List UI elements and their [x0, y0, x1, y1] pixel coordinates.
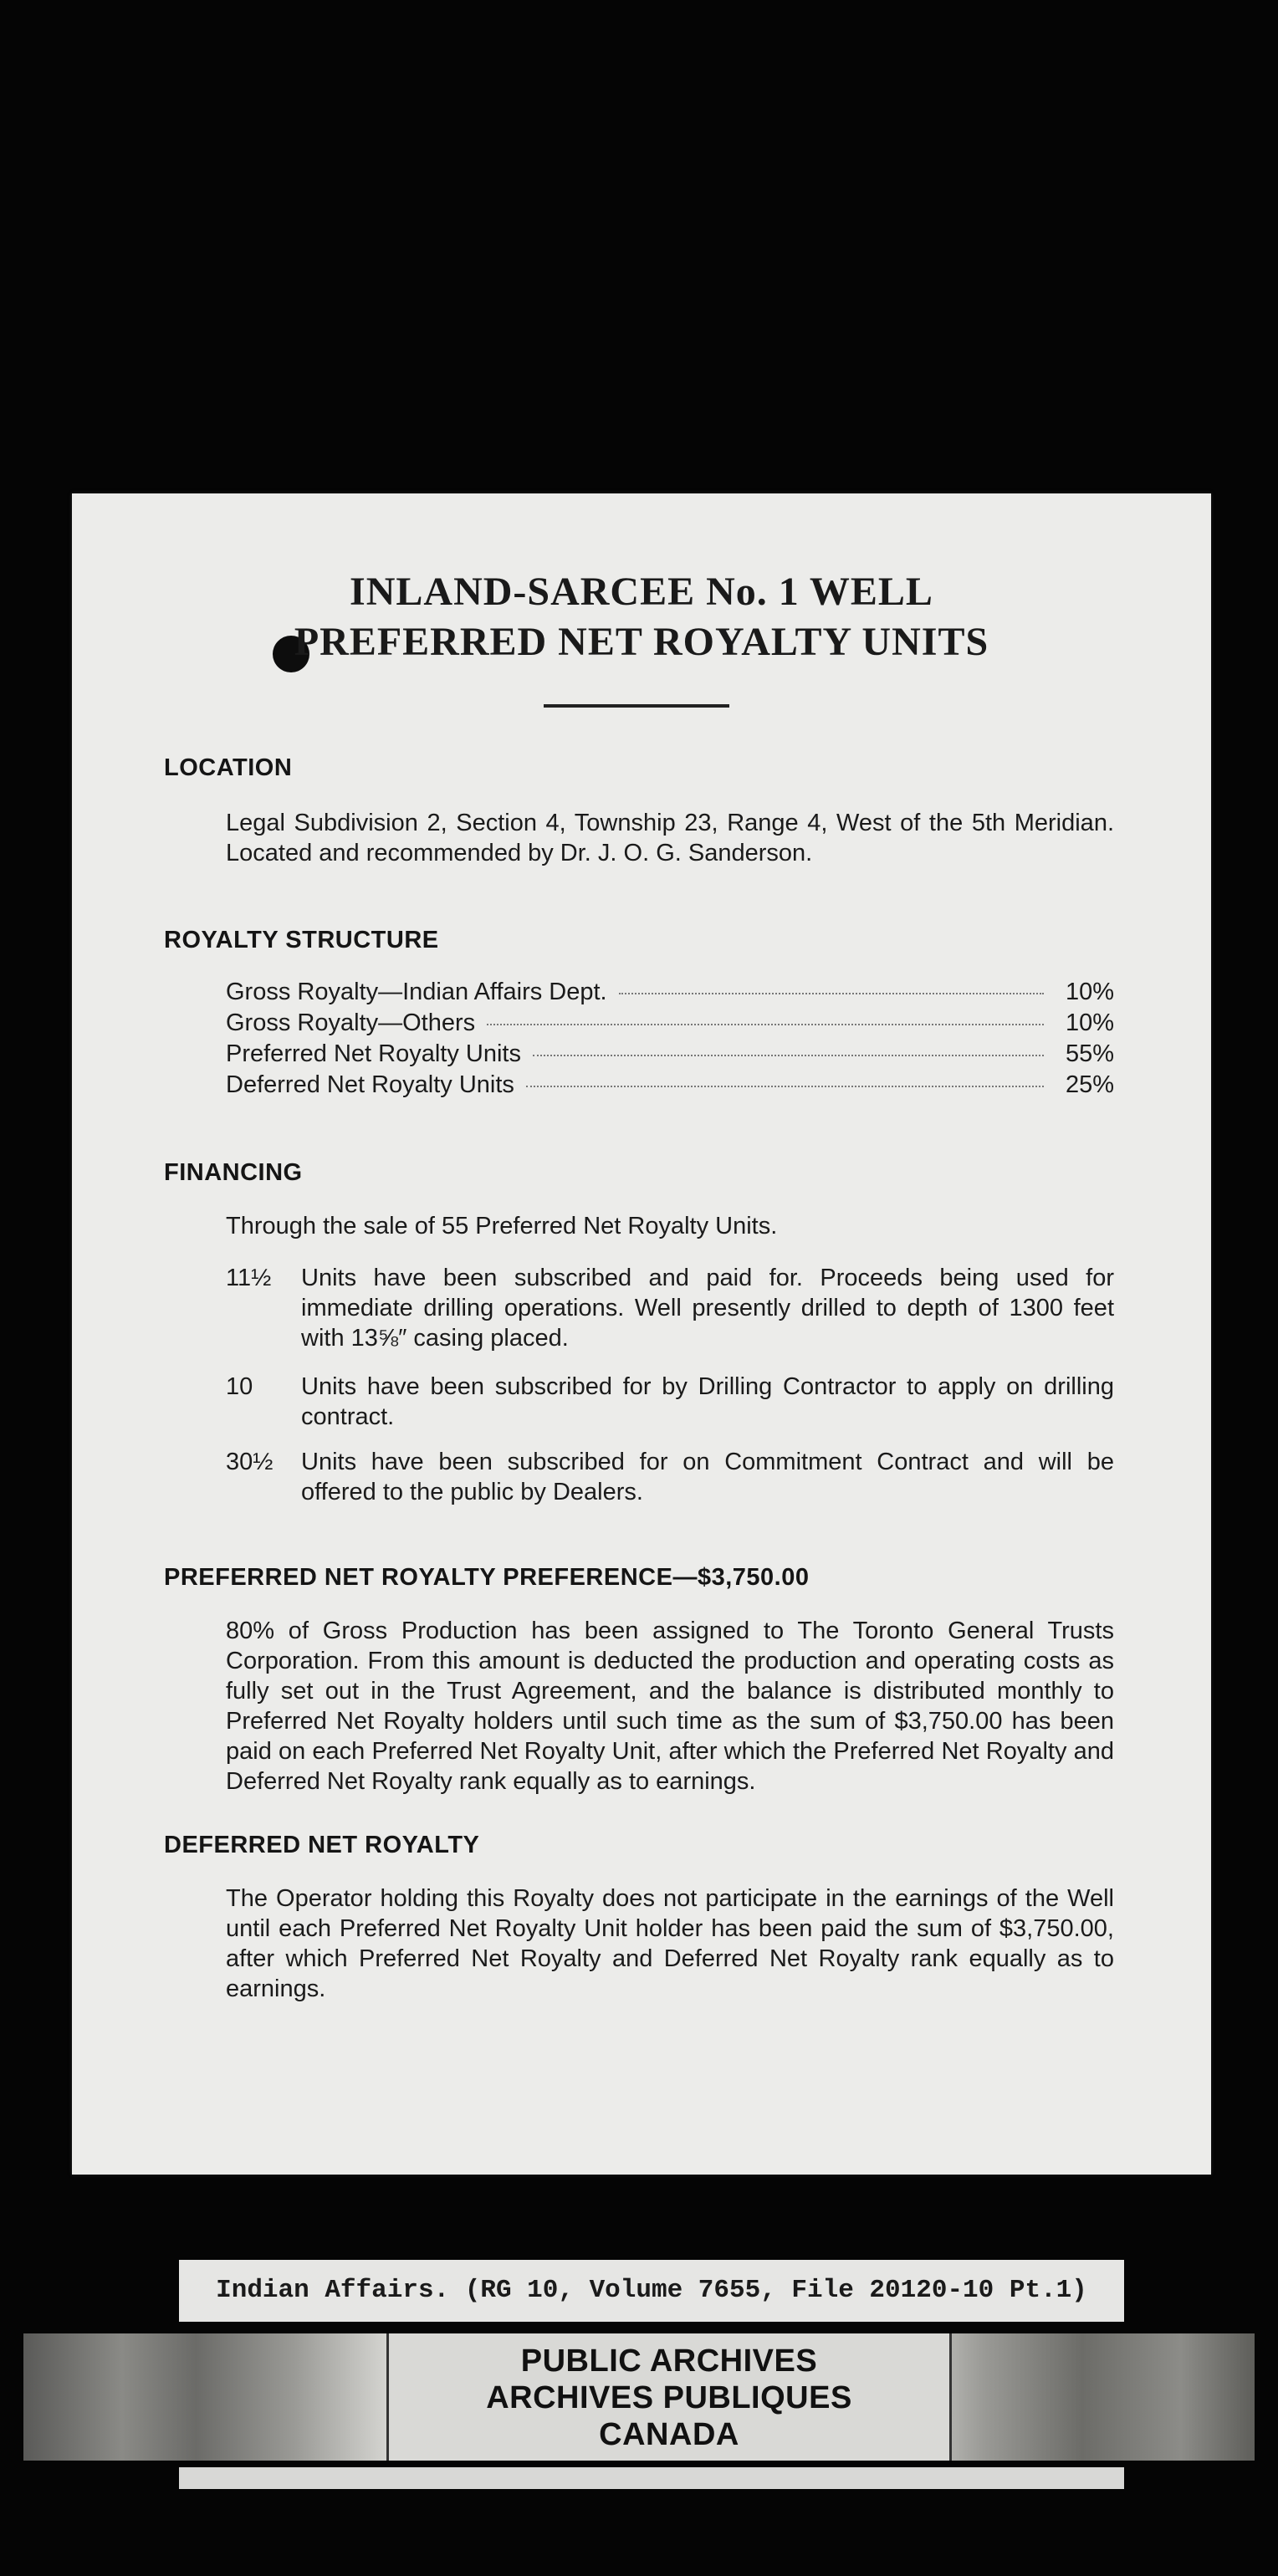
royalty-row: [226, 1071, 1114, 1102]
unit-description: Units have been subscribed for by Drilling Contractor to apply on drilling contract.: [301, 1373, 1114, 1430]
financing-item: [226, 1447, 1114, 1507]
document-title: INLAND-SARCEE No. 1 WELL: [350, 570, 933, 614]
title-divider: [544, 704, 729, 708]
stamp-line-french: ARCHIVES PUBLIQUES: [486, 2380, 852, 2415]
deferred-text: The Operator holding this Royalty does not participate in the earnings of the Well until each Preferred Net Royalty Unit holder has been paid the sum of $3,750.00, after which Preferred Net Royalty and Deferred Net Royalty rank equally as to earnings.: [226, 1885, 1114, 2002]
location-text: Legal Subdivision 2, Section 4, Township 23, Range 4, West of the 5th Meridian. Located and recommended by Dr. J. O. G. Sanderson.: [226, 810, 1114, 866]
stamp-line-english: PUBLIC ARCHIVES: [520, 2343, 818, 2379]
document-subtitle: PREFERRED NET ROYALTY UNITS: [294, 620, 989, 664]
leader-dots: [619, 993, 1044, 994]
unit-description: Units have been subscribed for on Commitment Contract and will be offered to the public by Dealers.: [301, 1449, 1114, 1505]
leader-dots: [487, 1024, 1044, 1025]
document-sheet: [72, 493, 1211, 2175]
royalty-label: Gross Royalty—Others: [226, 1009, 476, 1036]
archive-stamp-strip: [23, 2333, 1255, 2461]
royalty-value: 10%: [1065, 1009, 1114, 1036]
financing-intro: Through the sale of 55 Preferred Net Royalty Units.: [226, 1213, 778, 1239]
royalty-label: Gross Royalty—Indian Affairs Dept.: [226, 979, 607, 1005]
royalty-table: [226, 979, 1114, 1102]
leader-dots: [526, 1086, 1044, 1087]
archive-stamp: [386, 2333, 952, 2461]
unit-description: Units have been subscribed and paid for. Proceeds being used for immediate drilling operations. Well presently drilled to depth of 1300 feet with 13⅝″ casing placed.: [301, 1265, 1114, 1352]
financing-heading: FINANCING: [164, 1159, 303, 1186]
stamp-line-country: CANADA: [599, 2417, 739, 2452]
royalty-value: 10%: [1065, 979, 1114, 1005]
royalty-value: 25%: [1065, 1071, 1114, 1098]
preference-text: 80% of Gross Production has been assigned to The Toronto General Trusts Corporation. From this amount is deducted the production and operating costs as fully set out in the Trust Agreement, and the balance is distributed monthly to Preferred Net Royalty holders until such time as the sum of $3,750.00 has been paid on each Preferred Net Royalty Unit, after which the Preferred Net Royalty and Deferred Net Royalty rank equally as to earnings.: [226, 1618, 1114, 1795]
preference-heading: PREFERRED NET ROYALTY PREFERENCE—$3,750.00: [164, 1564, 810, 1591]
bottom-label-strip: [179, 2467, 1124, 2489]
royalty-value: 55%: [1065, 1040, 1114, 1067]
royalty-row: [226, 1040, 1114, 1071]
unit-count: 10: [226, 1373, 253, 1400]
archive-caption: Indian Affairs. (RG 10, Volume 7655, File 20120-10 Pt.1): [179, 2260, 1124, 2322]
royalty-row: [226, 979, 1114, 1009]
royalty-label: Deferred Net Royalty Units: [226, 1071, 514, 1098]
royalty-label: Preferred Net Royalty Units: [226, 1040, 521, 1067]
financing-item: [226, 1263, 1114, 1353]
royalty-row: [226, 1009, 1114, 1040]
royalty-structure-heading: ROYALTY STRUCTURE: [164, 927, 439, 953]
deferred-heading: DEFERRED NET ROYALTY: [164, 1832, 480, 1858]
leader-dots: [533, 1055, 1044, 1056]
location-heading: LOCATION: [164, 754, 293, 781]
unit-count: 30½: [226, 1449, 273, 1475]
unit-count: 11½: [226, 1265, 272, 1291]
financing-item: [226, 1372, 1114, 1432]
